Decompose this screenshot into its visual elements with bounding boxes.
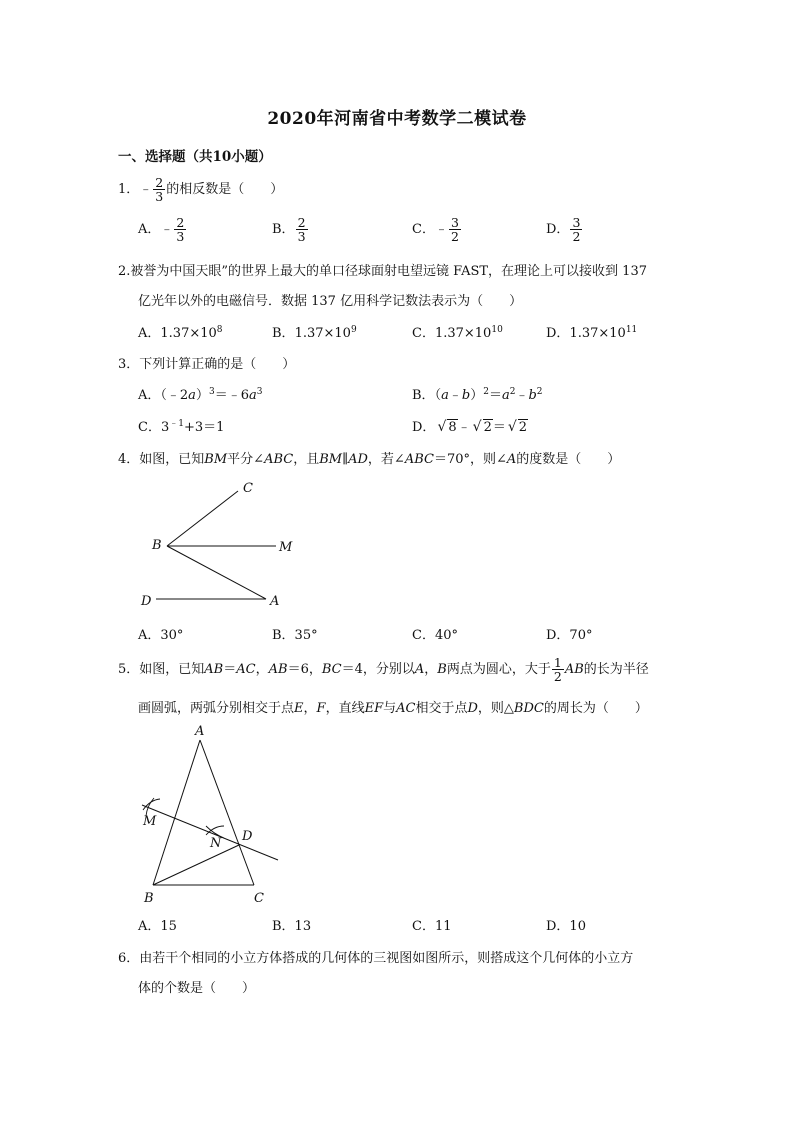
q3-option-c[interactable]: C．$3^{﹣1}+3=1$ xyxy=(138,419,225,435)
label-d: D xyxy=(141,594,152,609)
label-b: B xyxy=(144,891,154,906)
q1-number: 1． xyxy=(118,182,140,198)
q1-fraction: $\frac{2}{3}$ xyxy=(155,175,164,205)
label-b: B xyxy=(152,538,162,553)
label-m: M xyxy=(279,540,293,555)
q4-option-c[interactable]: C．40° xyxy=(412,628,458,643)
label-d: D xyxy=(242,829,253,844)
label-n: N xyxy=(210,836,222,851)
question-3: 3．下列计算正确的是（ ） xyxy=(118,357,296,372)
question-2-line-1: 2.被誉为中国天眼”的世界上最大的单口径球面射电望远镜 FAST，在理论上可以接收到 137 xyxy=(118,264,647,279)
q4-option-d[interactable]: D．70° xyxy=(546,628,593,643)
q5-option-d[interactable]: D．10 xyxy=(546,919,586,934)
label-c: C xyxy=(243,481,253,496)
q1-option-a[interactable]: A．﹣ $\frac{2}{3}$ xyxy=(138,215,185,245)
page-title: 2020年河南省中考数学二模试卷 xyxy=(267,109,527,129)
q1-option-b[interactable]: B． $\frac{2}{3}$ xyxy=(272,215,306,245)
q5-option-a[interactable]: A．15 xyxy=(138,919,177,934)
q1-option-d[interactable]: D． $\frac{3}{2}$ xyxy=(546,215,581,245)
question-6-line-2: 体的个数是（ ） xyxy=(138,981,256,996)
label-a: A xyxy=(270,594,280,609)
ray-bc xyxy=(167,491,238,546)
q2-option-a[interactable]: A．$1.37\times 10^8$ xyxy=(138,325,223,341)
q4-figure xyxy=(130,475,310,615)
side-ac xyxy=(200,740,254,885)
q2-option-c[interactable]: C．$1.37\times 10^{10}$ xyxy=(412,325,503,341)
q3-option-a[interactable]: A．$(﹣2a)^3=﹣6a^3$ xyxy=(138,387,263,403)
line-mn xyxy=(142,805,278,860)
question-5-line-1: 5．如图，已知AB＝AC，AB＝6，BC＝4，分别以A，B两点为圆心，大于 $\frac{1}{2}$ AB的长为半径 xyxy=(118,655,649,685)
question-4: 4．如图，已知BM平分∠ABC，且BM∥AD，若∠ABC＝70°，则∠A的度数是（ ） xyxy=(118,452,621,467)
q5-option-b[interactable]: B．13 xyxy=(272,919,312,934)
q1-option-c[interactable]: C．﹣ $\frac{3}{2}$ xyxy=(412,215,459,245)
label-c: C xyxy=(254,891,264,906)
q4-option-b[interactable]: B．35° xyxy=(272,628,318,643)
q5-figure xyxy=(130,722,300,907)
q2-option-b[interactable]: B．$1.37\times 10^9$ xyxy=(272,325,357,341)
question-6-line-1: 6．由若干个相同的小立方体搭成的几何体的三视图如图所示，则搭成这个几何体的小立方 xyxy=(118,951,634,966)
question-5-line-2: 画圆弧，两弧分别相交于点E，F，直线EF与AC相交于点D，则△BDC的周长为（ ） xyxy=(138,701,648,716)
label-m: M xyxy=(143,814,157,829)
question-2-line-2: 亿光年以外的电磁信号．数据 137 亿用科学记数法表示为（ ） xyxy=(138,294,523,309)
label-a: A xyxy=(195,724,205,739)
question-1: 1．﹣ $\frac{2}{3}$ 的相反数是（ ） xyxy=(118,175,284,205)
q5-option-c[interactable]: C．11 xyxy=(412,919,452,934)
section-heading: 一、选择题（共10小题） xyxy=(118,149,272,165)
q3-option-d[interactable]: D． √ 8﹣ √ 2＝ √ 2 xyxy=(412,419,528,435)
q3-option-b[interactable]: B．$(a﹣b)^2=a^2﹣b^2$ xyxy=(412,387,543,403)
segment-bd xyxy=(153,845,239,885)
segment-ba xyxy=(167,546,266,599)
q2-option-d[interactable]: D．$1.37\times 10^{11}$ xyxy=(546,325,638,341)
q4-option-a[interactable]: A．30° xyxy=(138,628,184,643)
